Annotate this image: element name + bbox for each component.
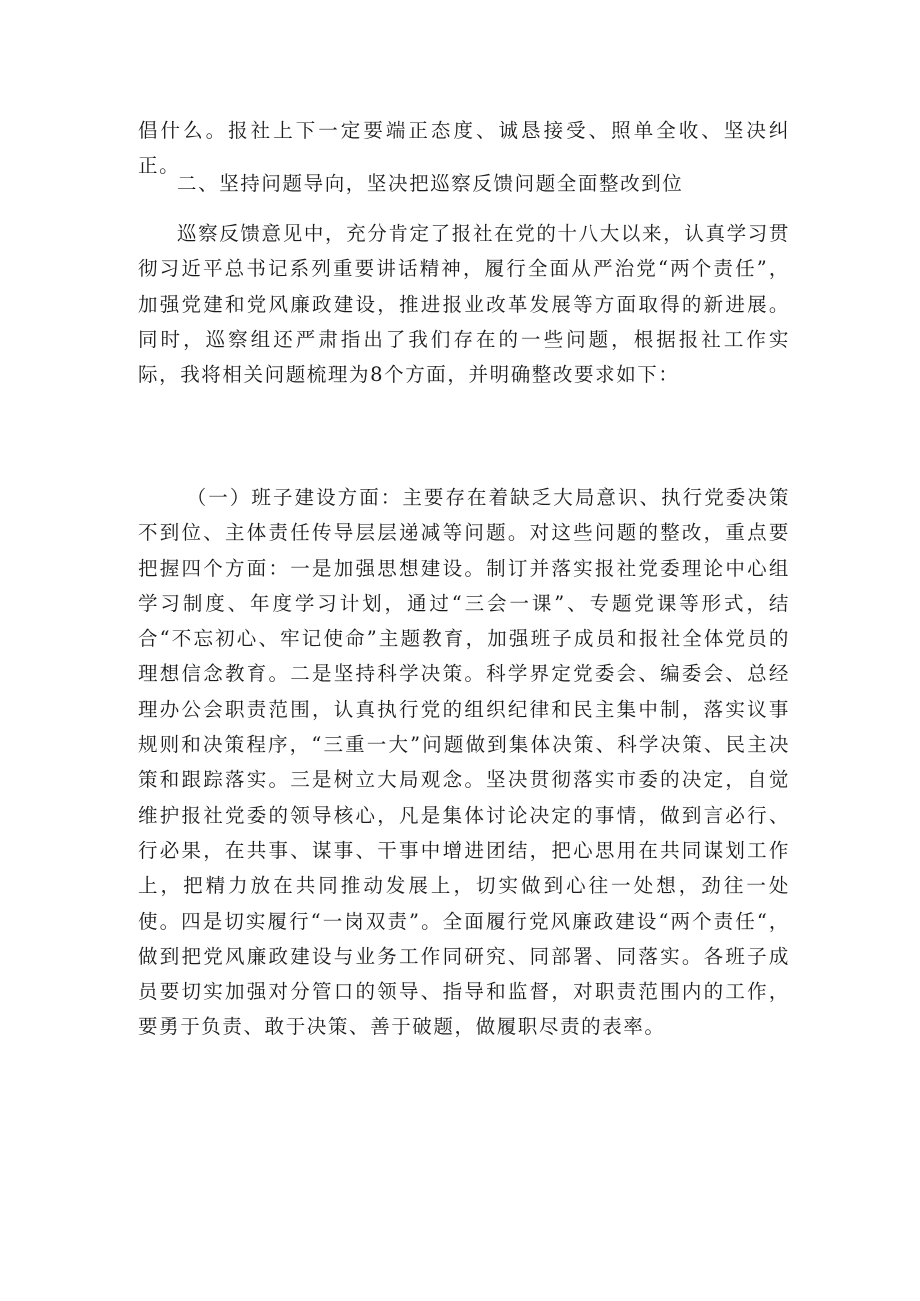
paragraph-closing-line: 倡什么。报社上下一定要端正态度、诚恳接受、照单全收、坚决纠正。 [138, 119, 790, 178]
section-heading: 二、坚持问题导向，坚决把巡察反馈问题全面整改到位 [177, 172, 684, 195]
paragraph-team-building: （一）班子建设方面：主要存在着缺乏大局意识、执行党委决策不到位、主体责任传导层层递减等问题。对这些问题的整改，重点要把握四个方面：一是加强思想建设。制订并落实报社党委理论中心组学习制度、年度学习计划，通过“三会一课”、专题党课等形式，结合“不忘初心、牢记使命”主题教育，加强班子成员和报社全体党员的理想信念教育。二是坚持科学决策。科学界定党委会、编委会、总经理办公会职责范围，认真执行党的组织纪律和民主集中制，落实议事规则和决策程序，“三重一大”问题做到集体决策、科学决策、民主决策和跟踪落实。三是树立大局观念。坚决贯彻落实市委的决定，自觉维护报社党委的领导核心，凡是集体讨论决定的事情，做到言必行、行必果，在共事、谋事、干事中增进团结，把心思用在共同谋划工作上，把精力放在共同推动发展上，切实做到心往一处想，劲往一处使。四是切实履行“一岗双责”。全面履行党风廉政建设“两个责任“，做到把党风廉政建设与业务工作同研究、同部署、同落实。各班子成员要切实加强对分管口的领导、指导和监督，对职责范围内的工作，要勇于负责、敢于决策、善于破题，做履职尽责的表率。 [138, 486, 790, 1039]
paragraph-feedback-summary: 巡察反馈意见中，充分肯定了报社在党的十八大以来，认真学习贯彻习近平总书记系列重要讲话精神，履行全面从严治党“两个责任”，加强党建和党风廉政建设，推进报业改革发展等方面取得的新进展。同时，巡察组还严肃指出了我们存在的一些问题，根据报社工作实际，我将相关问题梳理为8个方面，并明确整改要求如下： [138, 222, 790, 387]
